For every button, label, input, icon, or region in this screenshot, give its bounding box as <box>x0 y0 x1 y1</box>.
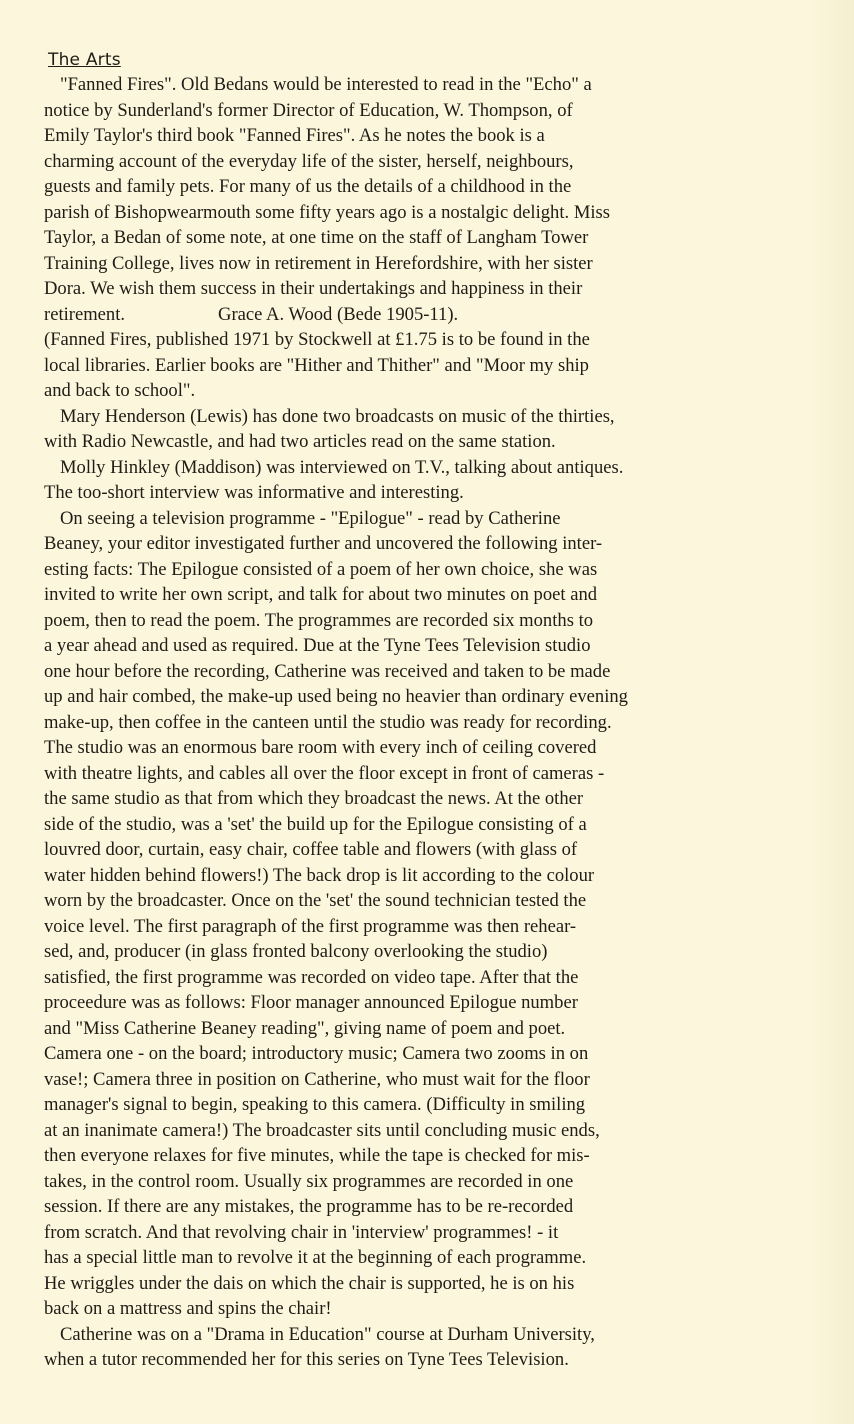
text-line: back on a mattress and spins the chair! <box>44 1298 332 1319</box>
text-line: and "Miss Catherine Beaney reading", giving name of poem and poet. <box>44 1017 566 1039</box>
text-line: manager's signal to begin, speaking to this camera. (Difficulty in smiling <box>44 1094 586 1115</box>
text-line: He wriggles under the dais on which the chair is supported, he is on his <box>44 1272 575 1294</box>
text-line: one hour before the recording, Catherine was received and taken to be made <box>44 660 611 682</box>
text-line: from scratch. And that revolving chair in 'interview' programmes! - it <box>44 1221 559 1243</box>
text-line: Training College, lives now in retirement in Herefordshire, with her sister <box>44 252 593 274</box>
text-line: invited to write her own script, and talk for about two minutes on poet and <box>44 584 598 605</box>
text-line: satisfied, the first programme was recorded on video tape. After that the <box>44 966 579 988</box>
text-line: when a tutor recommended her for this series on Tyne Tees Television. <box>44 1349 569 1370</box>
text-line: at an inanimate camera!) The broadcaster sits until concluding music ends, <box>44 1119 600 1141</box>
text-line: sed, and, producer (in glass fronted balcony overlooking the studio) <box>44 941 548 962</box>
paragraph <box>44 1322 810 1373</box>
text-line: with Radio Newcastle, and had two articles read on the same station. <box>44 431 556 452</box>
text-line: session. If there are any mistakes, the programme has to be re-recorded <box>44 1196 574 1217</box>
article-body <box>44 72 810 1373</box>
text-line: the same studio as that from which they broadcast the news. At the other <box>44 788 584 809</box>
text-line: Catherine was on a "Drama in Education" course at Durham University, <box>60 1323 595 1345</box>
paragraph <box>44 404 810 455</box>
text-line: esting facts: The Epilogue consisted of a poem of her own choice, she was <box>44 558 598 580</box>
text-line: "Fanned Fires". Old Bedans would be interested to read in the "Echo" a <box>60 74 592 95</box>
section-heading: The Arts <box>48 50 121 70</box>
text-line: takes, in the control room. Usually six programmes are recorded in one <box>44 1170 574 1192</box>
page-right-edge <box>812 0 854 1424</box>
text-line: charming account of the everyday life of the sister, herself, neighbours, <box>44 150 574 172</box>
text-line: Taylor, a Bedan of some note, at one time on the staff of Langham Tower <box>44 227 589 248</box>
text-line: louvred door, curtain, easy chair, coffee table and flowers (with glass of <box>44 839 578 860</box>
text-line: a year ahead and used as required. Due at the Tyne Tees Television studio <box>44 635 591 656</box>
text-line: Camera one - on the board; introductory music; Camera two zooms in on <box>44 1043 589 1064</box>
text-line: (Fanned Fires, published 1971 by Stockwell at £1.75 is to be found in the <box>44 329 590 350</box>
text-line: retirement. Grace A. Wood (Bede 1905-11). <box>44 303 459 325</box>
text-line: notice by Sunderland's former Director of Education, W. Thompson, of <box>44 99 573 121</box>
text-line: Mary Henderson (Lewis) has done two broadcasts on music of the thirties, <box>60 405 615 427</box>
text-line: Emily Taylor's third book "Fanned Fires". As he notes the book is a <box>44 125 545 146</box>
text-line: On seeing a television programme - "Epilogue" - read by Catherine <box>60 507 561 529</box>
paragraph <box>44 506 810 1322</box>
text-line: and back to school". <box>44 380 196 401</box>
text-line: The too-short interview was informative and interesting. <box>44 482 464 503</box>
text-line: local libraries. Earlier books are "Hither and Thither" and "Moor my ship <box>44 354 589 376</box>
paragraph <box>44 455 810 506</box>
document-page <box>44 50 810 1373</box>
text-line: water hidden behind flowers!) The back drop is lit according to the colour <box>44 864 595 886</box>
text-line: guests and family pets. For many of us the details of a childhood in the <box>44 176 572 197</box>
text-line: parish of Bishopwearmouth some fifty years ago is a nostalgic delight. Miss <box>44 201 610 223</box>
text-line: voice level. The first paragraph of the first programme was then rehear- <box>44 915 577 937</box>
paragraph <box>44 72 810 404</box>
text-line: proceedure was as follows: Floor manager announced Epilogue number <box>44 992 578 1013</box>
text-line: up and hair combed, the make-up used being no heavier than ordinary evening <box>44 686 628 707</box>
text-line: side of the studio, was a 'set' the build up for the Epilogue consisting of a <box>44 813 587 835</box>
text-line: Beaney, your editor investigated further and uncovered the following inter- <box>44 533 603 554</box>
text-line: Dora. We wish them success in their undertakings and happiness in their <box>44 278 583 299</box>
text-line: worn by the broadcaster. Once on the 'set' the sound technician tested the <box>44 890 587 911</box>
text-line: make-up, then coffee in the canteen until the studio was ready for recording. <box>44 711 612 733</box>
text-line: has a special little man to revolve it at the beginning of each programme. <box>44 1247 587 1268</box>
text-line: vase!; Camera three in position on Catherine, who must wait for the floor <box>44 1068 590 1090</box>
text-line: The studio was an enormous bare room with every inch of ceiling covered <box>44 737 597 758</box>
text-line: then everyone relaxes for five minutes, while the tape is checked for mis- <box>44 1145 590 1166</box>
text-line: Molly Hinkley (Maddison) was interviewed on T.V., talking about antiques. <box>60 456 624 478</box>
text-line: poem, then to read the poem. The programmes are recorded six months to <box>44 609 594 631</box>
text-line: with theatre lights, and cables all over the floor except in front of cameras - <box>44 762 605 784</box>
